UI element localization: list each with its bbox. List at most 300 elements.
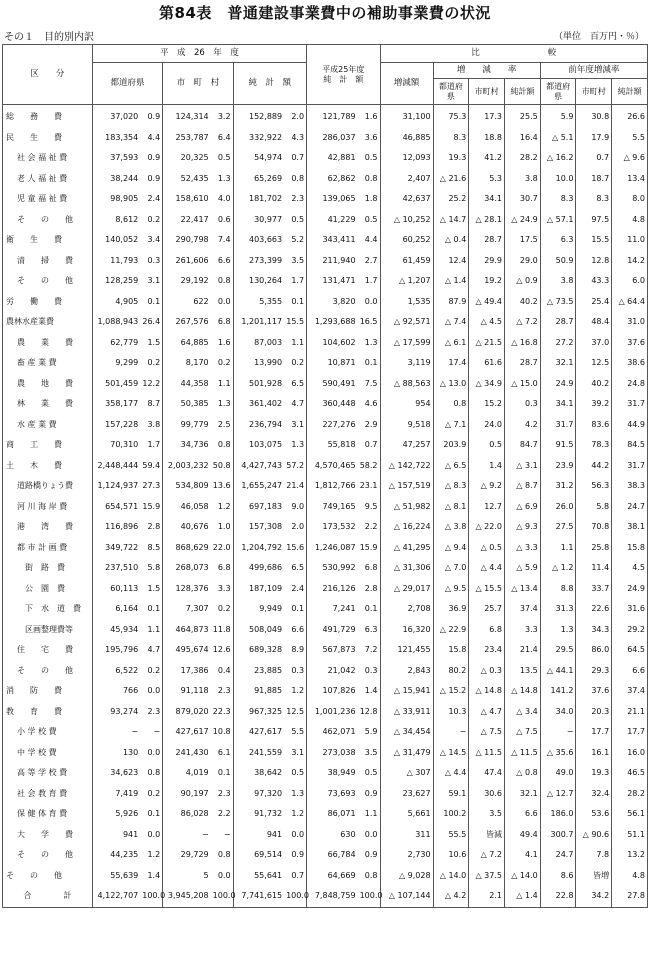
- cell: 0.8: [211, 845, 233, 866]
- table-row: [3, 825, 648, 846]
- cell: 30.6: [469, 784, 505, 805]
- table-row: [3, 456, 648, 477]
- cell: 17.9: [576, 128, 612, 149]
- table-row: [3, 415, 648, 436]
- cell: △ 307: [380, 763, 433, 784]
- cell: 128,376: [163, 579, 211, 600]
- cell: 9,949: [233, 599, 284, 620]
- cell: 1.4: [469, 456, 505, 477]
- cell: 2.7: [358, 251, 380, 272]
- cell: 116,896: [92, 517, 140, 538]
- cell: 65,269: [233, 169, 284, 190]
- row-label: 老 人 福 祉 費: [3, 169, 93, 190]
- cell: 50.8: [211, 456, 233, 477]
- cell: 3.6: [358, 128, 380, 149]
- cell: 0.9: [140, 105, 162, 128]
- cell: 2.0: [284, 105, 306, 128]
- cell: 8.3: [576, 189, 612, 210]
- row-label: 都 市 計 画 費: [3, 538, 93, 559]
- cell: 86,071: [307, 804, 358, 825]
- cell: 0.7: [358, 435, 380, 456]
- cell: 7,307: [163, 599, 211, 620]
- cell: 0.2: [140, 353, 162, 374]
- cell: △ 15.5: [469, 579, 505, 600]
- cell: 6.3: [358, 620, 380, 641]
- row-label: 児 童 福 祉 費: [3, 189, 93, 210]
- cell: △ 34,454: [380, 722, 433, 743]
- cell: 2,003,232: [163, 456, 211, 477]
- row-label: 衛 生 費: [3, 230, 93, 251]
- cell: 16,320: [380, 620, 433, 641]
- cell: 0.1: [358, 353, 380, 374]
- cell: 495,674: [163, 640, 211, 661]
- row-label: 消 防 費: [3, 681, 93, 702]
- cell: 689,328: [233, 640, 284, 661]
- cell: 62,779: [92, 333, 140, 354]
- cell: 3.2: [211, 105, 233, 128]
- cell: 40,676: [163, 517, 211, 538]
- table-row: [3, 845, 648, 866]
- cell: 3,945,208: [163, 886, 211, 907]
- row-label: そ の 他: [3, 866, 93, 887]
- cell: 17.5: [505, 230, 541, 251]
- cell: 37.0: [576, 333, 612, 354]
- cell: 18.7: [576, 169, 612, 190]
- cell: 73,693: [307, 784, 358, 805]
- table-row: [3, 230, 648, 251]
- cell: 361,402: [233, 394, 284, 415]
- cell: 29.3: [576, 661, 612, 682]
- cell: 22.6: [576, 599, 612, 620]
- cell: 6.8: [358, 558, 380, 579]
- cell: △ 107,144: [380, 886, 433, 907]
- cell: 10,871: [307, 353, 358, 374]
- cell: △ 12.7: [540, 784, 576, 805]
- header-fy26: 平 成 26 年 度: [92, 45, 306, 63]
- cell: 7,741,615: [233, 886, 284, 907]
- cell: 6.6: [284, 620, 306, 641]
- cell: △ 0.3: [469, 661, 505, 682]
- cell: 0.5: [284, 210, 306, 231]
- cell: 49.4: [505, 825, 541, 846]
- cell: 12.5: [284, 702, 306, 723]
- cell: 12.8: [576, 251, 612, 272]
- cell: 28.2: [612, 784, 648, 805]
- cell: 13.5: [505, 661, 541, 682]
- cell: 47.4: [469, 763, 505, 784]
- cell: 227,276: [307, 415, 358, 436]
- cell: △ 7.0: [433, 558, 469, 579]
- row-label: 中 学 校 費: [3, 743, 93, 764]
- cell: 45,934: [92, 620, 140, 641]
- cell: 1.3: [284, 435, 306, 456]
- cell: 2.2: [211, 804, 233, 825]
- cell: 1.2: [284, 681, 306, 702]
- cell: △ 0.4: [433, 230, 469, 251]
- cell: 50.9: [540, 251, 576, 272]
- cell: 4.2: [505, 415, 541, 436]
- cell: 38,949: [307, 763, 358, 784]
- row-label: 保 健 体 育 費: [3, 804, 93, 825]
- table-row: [3, 620, 648, 641]
- cell: 1.6: [211, 333, 233, 354]
- cell: 6.5: [284, 558, 306, 579]
- cell: 7,419: [92, 784, 140, 805]
- cell: △ 142,722: [380, 456, 433, 477]
- cell: 12.2: [140, 374, 162, 395]
- row-label: 社 会 教 育 費: [3, 784, 93, 805]
- cell: 5.5: [284, 722, 306, 743]
- cell: 31.7: [540, 415, 576, 436]
- cell: 8,612: [92, 210, 140, 231]
- cell: 34.0: [540, 702, 576, 723]
- cell: △ 21.5: [469, 333, 505, 354]
- cell: △ 8.3: [433, 476, 469, 497]
- cell: 48.4: [576, 312, 612, 333]
- cell: 80.2: [433, 661, 469, 682]
- cell: 15.2: [469, 394, 505, 415]
- cell: △ 4.2: [433, 886, 469, 907]
- cell: 26.0: [540, 497, 576, 518]
- cell: 5,661: [380, 804, 433, 825]
- header-kubun: 区 分: [3, 45, 93, 105]
- subsidy-table: [2, 44, 648, 908]
- cell: −: [540, 722, 576, 743]
- cell: 31,100: [380, 105, 433, 128]
- cell: 87,003: [233, 333, 284, 354]
- cell: 8.3: [540, 189, 576, 210]
- cell: △ 14.8: [505, 681, 541, 702]
- row-label: 農林水産業費: [3, 312, 93, 333]
- cell: △ 7.2: [469, 845, 505, 866]
- cell: 3.5: [284, 251, 306, 272]
- cell: 90,197: [163, 784, 211, 805]
- cell: 18.8: [469, 128, 505, 149]
- cell: 0.8: [358, 169, 380, 190]
- row-label: 社 会 福 祉 費: [3, 148, 93, 169]
- cell: △ 14.0: [505, 866, 541, 887]
- row-label: 合 計: [3, 886, 93, 907]
- cell: △ 14.0: [433, 866, 469, 887]
- cell: 1,124,937: [92, 476, 140, 497]
- row-label: 港 湾 費: [3, 517, 93, 538]
- cell: △ 6.5: [433, 456, 469, 477]
- cell: 59.1: [433, 784, 469, 805]
- cell: △ 14.7: [433, 210, 469, 231]
- cell: △ 7.4: [433, 312, 469, 333]
- cell: 0.1: [140, 804, 162, 825]
- cell: 4.7: [284, 394, 306, 415]
- cell: 941: [233, 825, 284, 846]
- cell: 28.7: [540, 312, 576, 333]
- cell: 61,459: [380, 251, 433, 272]
- table-row: [3, 866, 648, 887]
- cell: 181,702: [233, 189, 284, 210]
- cell: 0.0: [211, 292, 233, 313]
- cell: 2.4: [140, 189, 162, 210]
- cell: 1.3: [284, 784, 306, 805]
- cell: 23.9: [540, 456, 576, 477]
- header-prev-pref: 都道府県: [540, 79, 576, 105]
- cell: △ 15.2: [433, 681, 469, 702]
- cell: 24.0: [469, 415, 505, 436]
- cell: 28.7: [505, 353, 541, 374]
- cell: 12.8: [358, 702, 380, 723]
- cell: △ 3.8: [433, 517, 469, 538]
- cell: 2,708: [380, 599, 433, 620]
- cell: 91,732: [233, 804, 284, 825]
- cell: 499,686: [233, 558, 284, 579]
- cell: 7.8: [576, 845, 612, 866]
- cell: 10.0: [540, 169, 576, 190]
- cell: 2.3: [140, 702, 162, 723]
- cell: 37.4: [612, 681, 648, 702]
- cell: 121,455: [380, 640, 433, 661]
- cell: △ 5.1: [540, 128, 576, 149]
- cell: 2.9: [358, 415, 380, 436]
- table-body: [3, 105, 648, 908]
- cell: 44,235: [92, 845, 140, 866]
- cell: △ 4.7: [469, 702, 505, 723]
- cell: △ 10,252: [380, 210, 433, 231]
- cell: 1.4: [358, 681, 380, 702]
- cell: 1.1: [284, 333, 306, 354]
- cell: 12.5: [576, 353, 612, 374]
- cell: 6.6: [612, 661, 648, 682]
- cell: 12,093: [380, 148, 433, 169]
- cell: 1.1: [140, 620, 162, 641]
- cell: 12.6: [211, 640, 233, 661]
- cell: 130: [92, 743, 140, 764]
- cell: 6,164: [92, 599, 140, 620]
- cell: 4.3: [284, 128, 306, 149]
- cell: 630: [307, 825, 358, 846]
- cell: 0.2: [284, 353, 306, 374]
- row-label: 大 学 費: [3, 825, 93, 846]
- cell: 0.5: [358, 763, 380, 784]
- cell: △ 5.9: [505, 558, 541, 579]
- cell: 37.4: [505, 599, 541, 620]
- table-row: [3, 886, 648, 907]
- cell: 6.5: [284, 374, 306, 395]
- cell: 7.4: [211, 230, 233, 251]
- cell: 66,784: [307, 845, 358, 866]
- header-rate-muni: 市町村: [469, 79, 505, 105]
- cell: 1.7: [284, 271, 306, 292]
- cell: 173,532: [307, 517, 358, 538]
- cell: 20,325: [163, 148, 211, 169]
- table-row: [3, 128, 648, 149]
- cell: 100.2: [433, 804, 469, 825]
- cell: 34.2: [576, 886, 612, 907]
- cell: 2.4: [284, 579, 306, 600]
- cell: △ 28.1: [469, 210, 505, 231]
- cell: 31.0: [612, 312, 648, 333]
- row-label: 労 働 費: [3, 292, 93, 313]
- cell: 0.0: [140, 681, 162, 702]
- cell: 1,001,236: [307, 702, 358, 723]
- cell: 1.3: [540, 620, 576, 641]
- cell: △ 44.1: [540, 661, 576, 682]
- cell: 78.3: [576, 435, 612, 456]
- cell: 0.1: [140, 599, 162, 620]
- row-label: 土 木 費: [3, 456, 93, 477]
- row-label: 林 業 費: [3, 394, 93, 415]
- cell: 46,885: [380, 128, 433, 149]
- cell: 5.8: [140, 558, 162, 579]
- table-row: [3, 743, 648, 764]
- cell: 13,990: [233, 353, 284, 374]
- cell: △ 21.6: [433, 169, 469, 190]
- cell: 32.4: [576, 784, 612, 805]
- cell: 25.8: [576, 538, 612, 559]
- cell: 15.8: [612, 538, 648, 559]
- cell: 1,204,792: [233, 538, 284, 559]
- cell: 0.9: [284, 845, 306, 866]
- cell: △ 0.8: [505, 763, 541, 784]
- cell: 24.9: [612, 579, 648, 600]
- subtitle: その１ 目的別内訳: [4, 32, 94, 43]
- cell: 33.7: [576, 579, 612, 600]
- cell: 0.1: [211, 763, 233, 784]
- cell: 38.6: [612, 353, 648, 374]
- cell: △ 9.2: [469, 476, 505, 497]
- table-row: [3, 435, 648, 456]
- header-change: 増減額: [380, 63, 433, 105]
- row-label: 公 園 費: [3, 579, 93, 600]
- cell: 241,559: [233, 743, 284, 764]
- cell: 1,535: [380, 292, 433, 313]
- cell: 26.4: [140, 312, 162, 333]
- cell: 9.0: [284, 497, 306, 518]
- cell: 157,228: [92, 415, 140, 436]
- cell: 268,073: [163, 558, 211, 579]
- cell: △ 9.3: [505, 517, 541, 538]
- cell: 32.1: [540, 353, 576, 374]
- table-row: [3, 333, 648, 354]
- cell: △ 4.4: [433, 763, 469, 784]
- cell: 273,038: [307, 743, 358, 764]
- cell: 203.9: [433, 435, 469, 456]
- cell: △ 17,599: [380, 333, 433, 354]
- cell: △ 41,295: [380, 538, 433, 559]
- table-header: [3, 45, 648, 105]
- cell: 5.9: [358, 722, 380, 743]
- cell: 501,928: [233, 374, 284, 395]
- cell: 1,293,688: [307, 312, 358, 333]
- cell: 59.4: [140, 456, 162, 477]
- cell: △ 13.4: [505, 579, 541, 600]
- cell: 0.9: [358, 845, 380, 866]
- cell: 28.2: [505, 148, 541, 169]
- cell: △ 15.0: [505, 374, 541, 395]
- cell: 4.8: [612, 210, 648, 231]
- header-municipal: 市 町 村: [163, 63, 233, 105]
- cell: 4.0: [211, 189, 233, 210]
- cell: 622: [163, 292, 211, 313]
- cell: 139,065: [307, 189, 358, 210]
- cell: 91,885: [233, 681, 284, 702]
- cell: 62,862: [307, 169, 358, 190]
- cell: −: [211, 825, 233, 846]
- cell: 590,491: [307, 374, 358, 395]
- cell: 0.3: [358, 661, 380, 682]
- cell: 37.6: [612, 333, 648, 354]
- cell: 9,518: [380, 415, 433, 436]
- cell: 56.1: [612, 804, 648, 825]
- row-label: 教 育 費: [3, 702, 93, 723]
- table-row: [3, 599, 648, 620]
- cell: 6.8: [469, 620, 505, 641]
- cell: 52,435: [163, 169, 211, 190]
- cell: 44.9: [612, 415, 648, 436]
- cell: 300.7: [540, 825, 576, 846]
- cell: △ 57.1: [540, 210, 576, 231]
- table-row: [3, 681, 648, 702]
- cell: 8.5: [140, 538, 162, 559]
- cell: 1,088,943: [92, 312, 140, 333]
- cell: 23,885: [233, 661, 284, 682]
- cell: 31.3: [540, 599, 576, 620]
- cell: 41.2: [469, 148, 505, 169]
- cell: 0.2: [211, 353, 233, 374]
- cell: 0.2: [140, 784, 162, 805]
- row-label: そ の 他: [3, 845, 93, 866]
- cell: 2.8: [358, 579, 380, 600]
- cell: 5.3: [469, 169, 505, 190]
- cell: 29,192: [163, 271, 211, 292]
- cell: 19.2: [469, 271, 505, 292]
- cell: 61.6: [469, 353, 505, 374]
- row-label: そ の 他: [3, 210, 93, 231]
- cell: 6.0: [612, 271, 648, 292]
- cell: 93,274: [92, 702, 140, 723]
- cell: 1.0: [211, 517, 233, 538]
- cell: 3,119: [380, 353, 433, 374]
- table-row: [3, 661, 648, 682]
- cell: 3.1: [140, 271, 162, 292]
- table-row: [3, 353, 648, 374]
- cell: 2.5: [211, 415, 233, 436]
- cell: 7.2: [358, 640, 380, 661]
- cell: 4.6: [358, 394, 380, 415]
- cell: 8.9: [284, 640, 306, 661]
- cell: 11.8: [211, 620, 233, 641]
- cell: 15.5: [284, 312, 306, 333]
- cell: 0.7: [576, 148, 612, 169]
- cell: 4.4: [358, 230, 380, 251]
- cell: 97,320: [233, 784, 284, 805]
- cell: 19.3: [433, 148, 469, 169]
- cell: △ 15,941: [380, 681, 433, 702]
- cell: 6.8: [211, 312, 233, 333]
- cell: 57.2: [284, 456, 306, 477]
- cell: 236,794: [233, 415, 284, 436]
- cell: △ 13.0: [433, 374, 469, 395]
- cell: 1.8: [358, 189, 380, 210]
- cell: △ 31,479: [380, 743, 433, 764]
- cell: 29.2: [612, 620, 648, 641]
- cell: 211,940: [307, 251, 358, 272]
- cell: △ 9.6: [612, 148, 648, 169]
- cell: 0.8: [284, 169, 306, 190]
- cell: 64.5: [612, 640, 648, 661]
- cell: 4.7: [140, 640, 162, 661]
- cell: △ 157,519: [380, 476, 433, 497]
- table-row: [3, 169, 648, 190]
- cell: 15.5: [576, 230, 612, 251]
- cell: △ 16.8: [505, 333, 541, 354]
